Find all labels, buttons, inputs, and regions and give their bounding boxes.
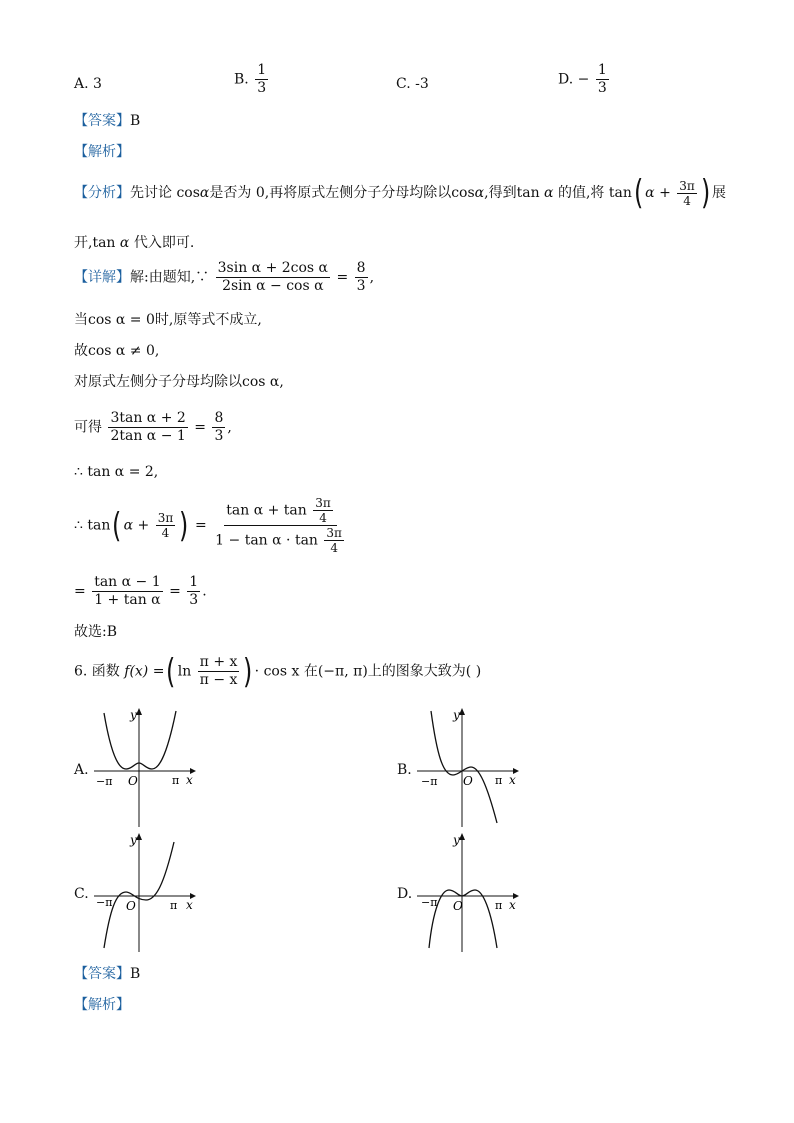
- q6-text: 在: [303, 663, 318, 680]
- frac-den: 4: [683, 193, 691, 208]
- detail-line-4: [74, 371, 284, 391]
- answer-line-1: [74, 110, 140, 130]
- math-ln: ln: [177, 663, 192, 680]
- detail-text: 当: [74, 312, 88, 328]
- graph-b-neg-pi: −π: [421, 775, 438, 788]
- math-eq: =: [169, 583, 181, 600]
- math-alpha: α: [645, 185, 655, 201]
- graph-c-neg-pi: −π: [96, 896, 113, 909]
- graph-d-label[interactable]: D.: [397, 886, 413, 902]
- detail-line-6: ∴ tan α = 2,: [74, 464, 159, 480]
- answer-value: B: [130, 113, 141, 129]
- graph-a-neg-pi: −π: [96, 775, 113, 788]
- graph-c-origin: O: [126, 899, 136, 913]
- math-expr: cos α ≠ 0: [88, 343, 155, 359]
- graph-b[interactable]: [413, 705, 523, 830]
- frac-den: 3: [356, 278, 366, 294]
- q6-text: 6. 函数: [74, 663, 120, 680]
- detail-line-5: [74, 410, 232, 445]
- detail-text: 故: [74, 343, 88, 359]
- frac-den: 1 + tan α: [94, 592, 161, 608]
- frac-den: 4: [330, 541, 338, 555]
- graph-a-pi: π: [172, 774, 180, 787]
- option-d-den: 3: [597, 80, 607, 96]
- math-eq: =: [194, 517, 207, 534]
- math-expr: tan α + tan: [226, 502, 307, 519]
- graph-c-y-label: y: [130, 833, 137, 847]
- option-b-num: 1: [257, 62, 267, 78]
- frac-num: 3π: [679, 178, 695, 193]
- graph-c-label[interactable]: C.: [74, 886, 89, 902]
- math-eq: =: [194, 419, 206, 436]
- graph-c-x-label: x: [186, 898, 193, 912]
- frac-num: 8: [214, 410, 224, 426]
- compound-num: [224, 496, 337, 526]
- detail-text: ,: [154, 343, 160, 359]
- detail-line-7: ∴ tan( α + $\frac{3\pi}{4}$ ) = tan α + tan $\frac{3\pi}{4}$ 1 − tan α · tan $\frac{3\pi}{4}$: [74, 496, 350, 555]
- math-fx: f(x) =: [124, 663, 165, 680]
- math-expr: cos α = 0: [88, 312, 155, 328]
- option-d-num: 1: [597, 62, 607, 78]
- graph-d[interactable]: [413, 830, 523, 955]
- math-tan: tan: [92, 235, 116, 251]
- option-c: C. -3: [396, 76, 429, 92]
- math-alpha: α +: [123, 517, 150, 534]
- math-alpha: α: [119, 235, 130, 251]
- option-b-den: 3: [257, 80, 267, 96]
- math-expr: ∴ tan: [74, 517, 111, 534]
- graph-b-origin: O: [463, 774, 473, 788]
- math-interval: (−π, π): [317, 663, 368, 680]
- option-d: [558, 62, 611, 97]
- answer-line-2: [74, 963, 140, 983]
- frac-den: 2tan α − 1: [110, 428, 186, 444]
- frac-num: 8: [356, 260, 366, 276]
- frac-num: 3π: [326, 526, 342, 540]
- math-eq: =: [336, 269, 349, 286]
- math-alpha: α: [474, 185, 485, 201]
- graph-d-neg-pi: −π: [421, 896, 438, 909]
- frac-den: 2sin α − cos α: [222, 278, 324, 294]
- detail-text: ,: [279, 374, 284, 390]
- option-a: A. 3: [74, 76, 102, 92]
- frac-num: 1: [189, 574, 199, 590]
- analysis-text: 代入即可.: [133, 235, 195, 251]
- detail-text: ,: [369, 269, 375, 286]
- analysis-text: 是否为 0,再将原式左侧分子分母均除以: [209, 185, 452, 201]
- math-cos: · cos x: [254, 663, 300, 680]
- frac-den: π − x: [199, 672, 238, 688]
- frac-den: 3: [214, 428, 224, 444]
- frac-den: 4: [161, 526, 170, 540]
- detail-line-3: [74, 340, 159, 360]
- graph-d-pi: π: [495, 899, 503, 912]
- math-alpha: α: [199, 185, 210, 201]
- detail-text: 可得: [74, 419, 102, 436]
- frac-num: tan α − 1: [94, 574, 161, 590]
- detail-tag: 【详解】: [74, 269, 130, 286]
- frac-num: π + x: [199, 654, 238, 670]
- graph-a-label[interactable]: A.: [74, 762, 89, 778]
- detail-line-2: [74, 309, 262, 329]
- graph-a-origin: O: [128, 774, 138, 788]
- answer-tag: 【答案】: [74, 966, 130, 982]
- detail-line-1: [74, 260, 374, 295]
- frac-num: 3sin α + 2cos α: [217, 260, 329, 276]
- jiexi-tag-1: 【解析】: [74, 144, 130, 160]
- graph-a-x-label: x: [186, 773, 193, 787]
- answer-value: B: [130, 966, 141, 982]
- math-tan: tan: [608, 185, 632, 201]
- graph-b-label[interactable]: B.: [397, 762, 412, 778]
- detail-text: 对原式左侧分子分母均除以: [74, 374, 242, 390]
- option-b-label: B.: [234, 71, 249, 88]
- math-plus: +: [659, 185, 671, 201]
- graph-b-y-label: y: [453, 708, 460, 722]
- answer-tag: 【答案】: [74, 113, 130, 129]
- math-alpha: α: [544, 185, 554, 201]
- option-d-sign: −: [577, 71, 590, 88]
- frac-den: 3: [189, 592, 199, 608]
- detail-text: .: [202, 583, 207, 600]
- jiexi-tag-2: 【解析】: [74, 997, 130, 1013]
- graph-d-y-label: y: [453, 833, 460, 847]
- graph-d-origin: O: [453, 899, 463, 913]
- graph-a[interactable]: [90, 705, 200, 830]
- graph-a-y-label: y: [130, 708, 137, 722]
- math-tan: tan: [516, 185, 540, 201]
- question-6-stem: 6. 函数 f(x) =( ln $\frac{\pi + x}{\pi - x}$ ) · cos x 在(−π, π)上的图象大致为( ): [74, 651, 482, 692]
- analysis-line-1: 【分析】先讨论 cosα是否为 0,再将原式左侧分子分母均除以cosα,得到tan α 的值,将 tan( α + $\frac{3\pi}{4}$ ) 展: [74, 173, 727, 213]
- detail-text: ,: [227, 419, 232, 436]
- option-d-label: D.: [558, 71, 574, 88]
- math-expr: cos α: [242, 374, 280, 390]
- option-b: [234, 62, 270, 97]
- graph-c-pi: π: [170, 899, 178, 912]
- detail-text: 时,原等式不成立,: [154, 312, 262, 328]
- graph-b-x-label: x: [509, 773, 516, 787]
- analysis-text: ,得到: [484, 185, 517, 201]
- detail-text: 解:由题知,∵: [130, 269, 210, 286]
- analysis-text: 先讨论: [130, 185, 172, 201]
- graph-d-x-label: x: [509, 898, 516, 912]
- math-cos: cos: [451, 185, 475, 201]
- frac-den: 4: [319, 511, 327, 525]
- analysis-line-2: [74, 232, 194, 252]
- frac-num: 3π: [315, 496, 331, 510]
- frac-num: 3π: [157, 511, 174, 525]
- math-eq: =: [74, 583, 86, 600]
- graph-b-pi: π: [495, 774, 503, 787]
- frac-num: 3tan α + 2: [110, 410, 186, 426]
- analysis-text: 开,: [74, 235, 93, 251]
- detail-conclusion: 故选:B: [74, 624, 118, 640]
- analysis-text: 的值,将: [557, 185, 605, 201]
- detail-line-8: [74, 574, 207, 609]
- compound-den: [213, 526, 348, 555]
- analysis-text: 展: [712, 185, 727, 201]
- analysis-tag: 【分析】: [74, 185, 130, 201]
- math-cos: cos: [176, 185, 200, 201]
- graph-c[interactable]: [90, 830, 200, 955]
- math-expr: 1 − tan α · tan: [215, 532, 318, 549]
- q6-text: 上的图象大致为( ): [367, 663, 482, 680]
